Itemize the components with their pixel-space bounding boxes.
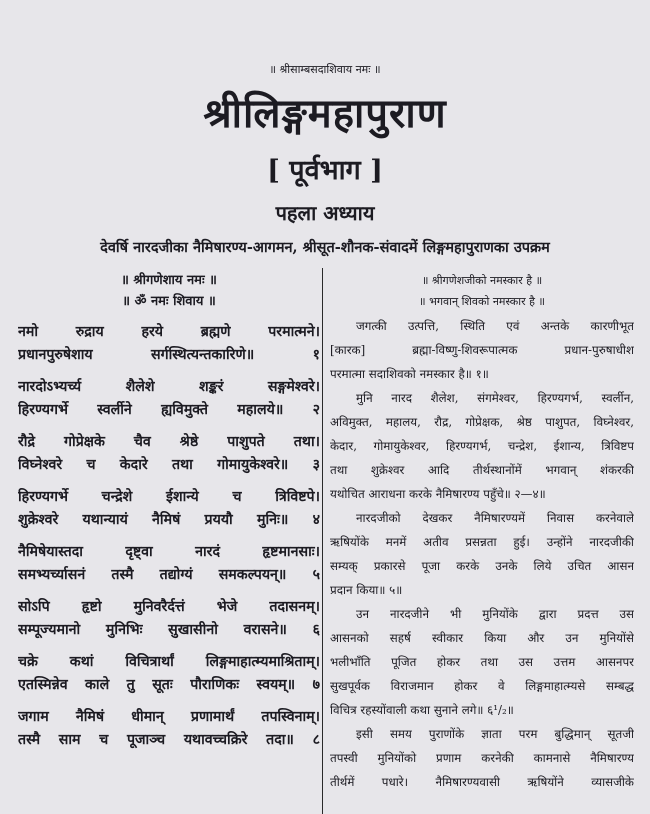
- verse-block: [18, 541, 320, 587]
- translation-paragraph: [330, 722, 634, 794]
- translation-line: सुखपूर्वक विराजमान होकर वे लिङ्गमाहात्म्यसे सम्बद्ध: [330, 679, 634, 693]
- translation-paragraph: [330, 506, 634, 602]
- chapter-heading: पहला अध्याय: [275, 201, 375, 225]
- translation-line: मुनि नारद शैलेश, संगमेश्वर, हिरण्यगर्भ, स्वर्लीन,: [356, 391, 634, 405]
- verse-line: रौद्रे गोप्रेक्षके चैव श्रेष्ठे पाशुपते तथा।: [18, 434, 320, 450]
- verse-line: नैमिषेयास्तदा दृष्ट्वा नारदं हृष्टमानसाः।: [18, 544, 320, 560]
- verse-line: सम्पूज्यमानो मुनिभिः सुखासीनो वरासने॥ ६: [18, 622, 320, 638]
- translation-line: तपस्वी मुनियोंको प्रणाम करनेकी कामनासे नैमिषारण्य: [330, 751, 634, 765]
- verse-block: [18, 376, 320, 422]
- verse-line: हिरण्यगर्भे स्वर्लीने ह्यविमुक्ते महालये॥ २: [18, 402, 320, 418]
- verse-line: नमो रुद्राय हरये ब्रह्मणे परमात्मने।: [18, 324, 320, 340]
- sanskrit-column: [18, 270, 320, 752]
- translation-paragraph: [330, 386, 634, 506]
- translation-line: जगत्की उत्पत्ति, स्थिति एवं अन्तके कारणीभूत: [356, 319, 634, 333]
- translation-line: आसनको सहर्ष स्वीकार किया और उन मुनियोंसे: [330, 631, 634, 645]
- part-heading: [ पूर्वभाग ]: [267, 155, 383, 186]
- verse-line: चक्रे कथां विचित्रार्थां लिङ्गमाहात्म्यमाश्रिताम्।: [18, 654, 320, 670]
- column-divider: [322, 268, 323, 814]
- verse-block: [18, 596, 320, 642]
- verse-line: समभ्यर्च्यासनं तस्मै तद्योग्यं समकल्पयन्॥ ५: [18, 567, 320, 583]
- sanskrit-invocation: ॥ श्रीगणेशाय नमः ॥: [121, 273, 217, 288]
- translation-line: प्रदान किया॥ ५॥: [330, 583, 403, 597]
- verse-line: हिरण्यगर्भे चन्द्रेशे ईशान्ये च त्रिविष्टपे।: [18, 489, 320, 505]
- verse-line: जगाम नैमिषं धीमान् प्रणामार्थं तपस्विनाम्।: [18, 709, 320, 725]
- verse-line: नारदोऽभ्यर्च्य शैलेशे शङ्करं सङ्गमेश्वरे।: [18, 379, 320, 395]
- translation-line: सम्यक् प्रकारसे पूजा करके उनके लिये उचित आसन: [330, 559, 634, 573]
- translation-paragraph: [330, 314, 634, 386]
- verse-line: एतस्मिन्नेव काले तु सूतः पौराणिकः स्वयम्॥ ७: [18, 677, 320, 693]
- verse-line: तस्मै साम च पूजाञ्च यथावच्चक्रिरे तदा॥ ८: [18, 732, 320, 748]
- verse-block: [18, 321, 320, 367]
- verse-line: शुक्रेश्वरे यथान्यायं नैमिषं प्रययौ मुनिः॥ ४: [18, 512, 320, 528]
- translation-line: नारदजीको देखकर नैमिषारण्यमें निवास करनेवाले: [356, 511, 634, 525]
- translation-line: ऋषियोंके मनमें अतीव प्रसन्नता हुई। उन्होंने नारदजीकी: [330, 535, 634, 549]
- verse-line: विघ्नेश्वरे च केदारे तथा गोमायुकेश्वरे॥ ३: [18, 457, 320, 473]
- verse-block: [18, 486, 320, 532]
- verse-block: [18, 431, 320, 477]
- page-title: श्रीलिङ्गमहापुराण: [203, 90, 447, 137]
- hindi-invocation: ॥ श्रीगणेशजीको नमस्कार है ॥: [421, 274, 543, 287]
- translation-line: परमात्मा सदाशिवको नमस्कार है॥ १॥: [330, 367, 489, 381]
- translation-line: [कारक] ब्रह्मा-विष्णु-शिवरूपात्मक प्रधान-पुरुषाधीश: [330, 343, 634, 357]
- chapter-subject: देवर्षि नारदजीका नैमिषारण्य-आगमन, श्रीसूत-शौनक-संवादमें लिङ्गमहापुराणका उपक्रम: [100, 239, 550, 256]
- hindi-column: [330, 270, 634, 794]
- sanskrit-invocation: ॥ ॐ नमः शिवाय ॥: [122, 294, 216, 309]
- translation-line: केदार, गोमायुकेश्वर, हिरण्यगर्भ, चन्द्रेश, ईशान्य, त्रिविष्टप: [330, 439, 634, 453]
- translation-line: विचित्र रहस्योंवाली कथा सुनाने लगे॥ ६¹/₂॥: [330, 703, 514, 717]
- invocation-line: ॥ श्रीसाम्बसदाशिवाय नमः ॥: [269, 63, 381, 76]
- translation-line: यथोचित आराधना करके नैमिषारण्य पहुँचे॥ २—४॥: [330, 487, 546, 501]
- verse-block: [18, 651, 320, 697]
- translation-line: भलीभाँति पूजित होकर तथा उस उत्तम आसनपर: [330, 655, 634, 669]
- translation-line: इसी समय पुराणोंके ज्ञाता परम बुद्धिमान् सूतजी: [356, 727, 634, 741]
- verse-line: प्रधानपुरुषेशाय सर्गस्थित्यन्तकारिणे॥ १: [18, 347, 320, 363]
- translation-line: उन नारदजीने भी मुनियोंके द्वारा प्रदत्त उस: [356, 607, 634, 621]
- translation-paragraph: [330, 602, 634, 722]
- translation-line: तीर्थमें पधारे। नैमिषारण्यवासी ऋषियोंने व्यासजीके: [330, 775, 634, 789]
- hindi-invocation: ॥ भगवान् शिवको नमस्कार है ॥: [419, 295, 545, 308]
- verse-block: [18, 706, 320, 752]
- translation-line: अविमुक्त, महालय, रौद्र, गोप्रेक्षक, श्रेष्ठ पाशुपत, विघ्नेश्वर,: [330, 415, 634, 429]
- translation-line: तथा शुक्रेश्वर आदि तीर्थस्थानोंमें भगवान् शंकरकी: [330, 463, 634, 477]
- verse-line: सोऽपि हृष्टो मुनिवरैर्दत्तं भेजे तदासनम्।: [18, 599, 320, 615]
